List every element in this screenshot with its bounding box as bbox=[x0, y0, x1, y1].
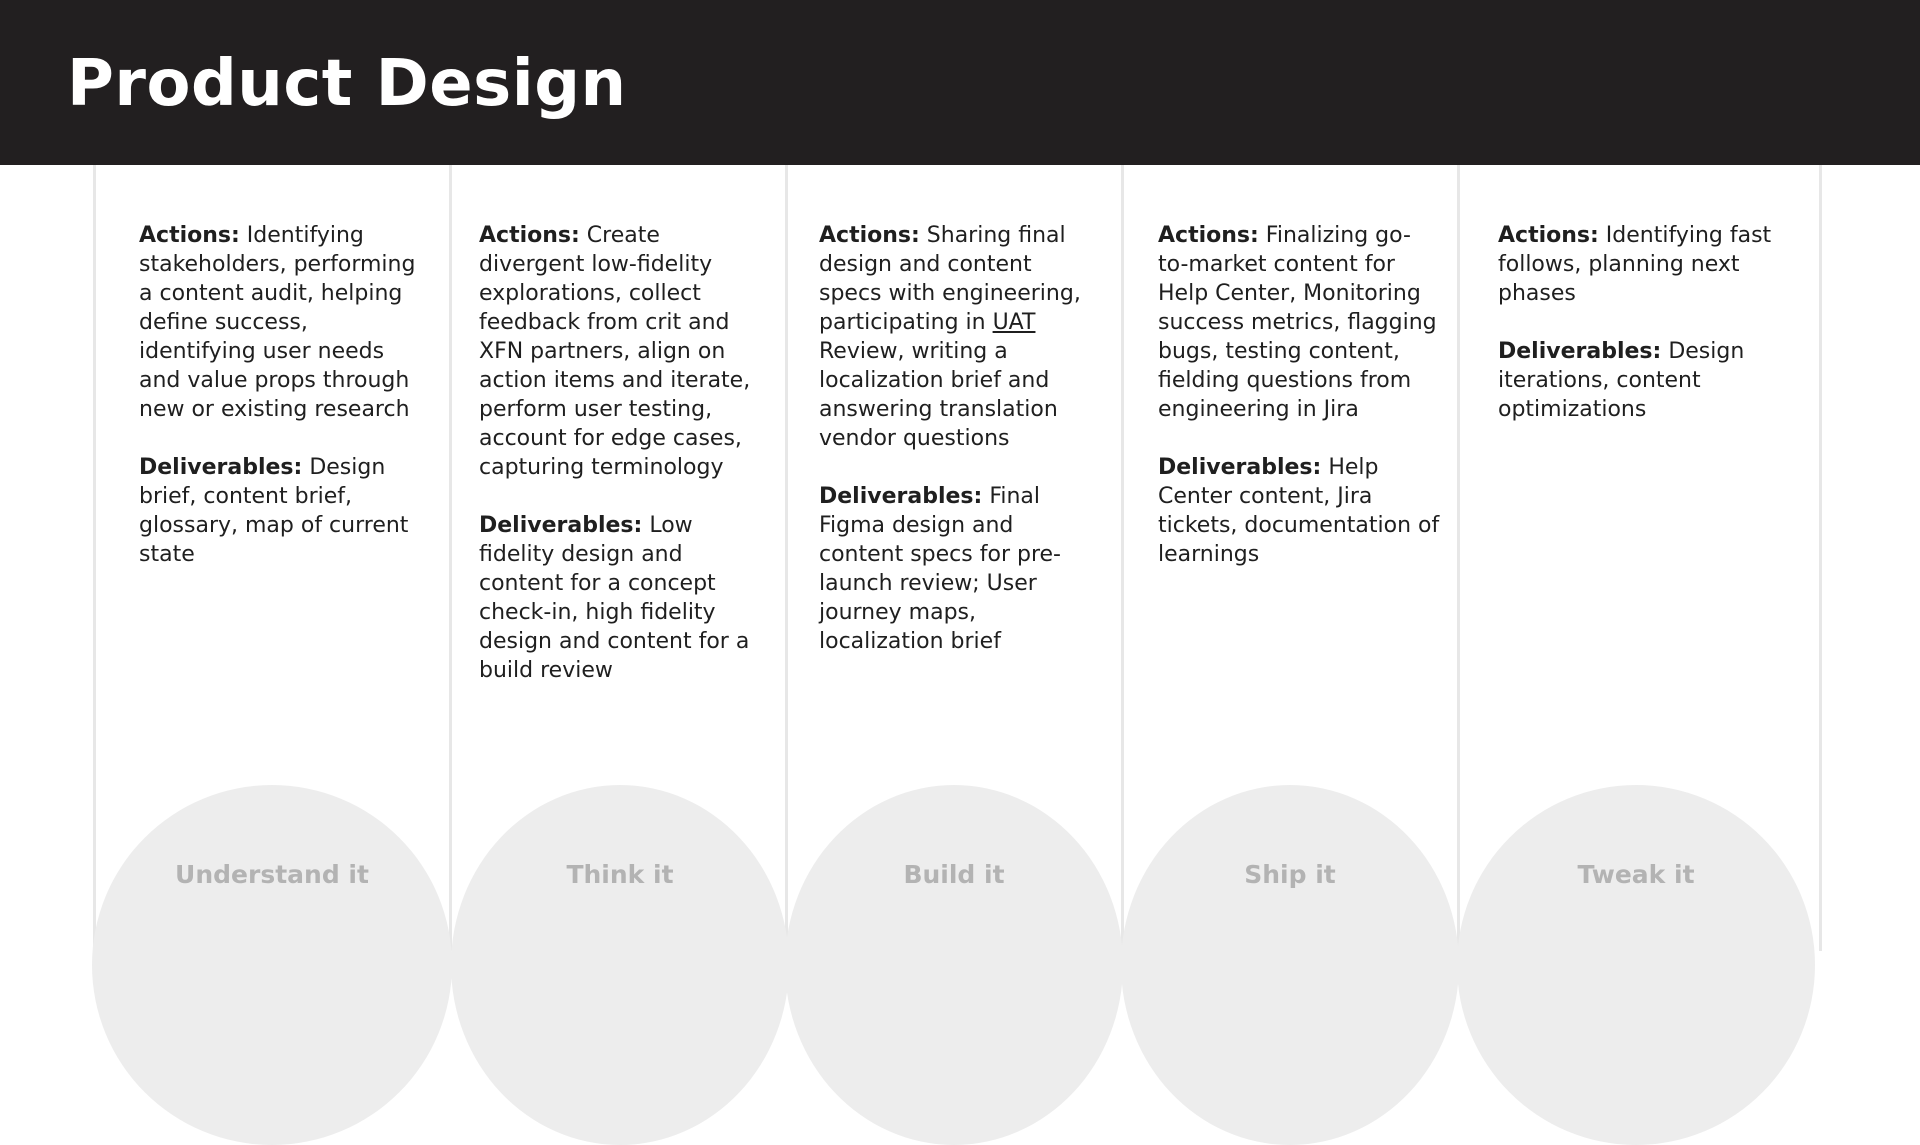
deliverables-label: Deliverables: bbox=[479, 513, 643, 538]
header-bar bbox=[0, 0, 1920, 165]
column-divider bbox=[1819, 165, 1822, 951]
stage-label-ship: Ship it bbox=[1244, 860, 1336, 889]
actions-paragraph bbox=[139, 221, 429, 424]
actions-text: Finalizing go-to-market content for Help Center, Monitoring success metrics, flagging bugs, testing content, fielding questions from engineering in Jira bbox=[1158, 223, 1437, 422]
actions-text: Identifying stakeholders, performing a content audit, helping define success, identifying user needs and value props through new or existing research bbox=[139, 223, 416, 422]
actions-paragraph bbox=[1158, 221, 1440, 424]
uat-link[interactable]: UAT bbox=[992, 310, 1036, 335]
actions-label: Actions: bbox=[819, 223, 920, 248]
deliverables-label: Deliverables: bbox=[1158, 455, 1322, 480]
stage-circle-tweak bbox=[1457, 785, 1815, 1145]
stage-circle-ship bbox=[1121, 785, 1459, 1145]
actions-label: Actions: bbox=[1498, 223, 1599, 248]
phase-column-ship bbox=[1158, 221, 1440, 598]
actions-text: Create divergent low-fidelity explorations, collect feedback from crit and XFN partners, align on action items and iterate, perform user testing, account for edge cases, capturing terminology bbox=[479, 223, 751, 480]
stage-label-build: Build it bbox=[903, 860, 1005, 889]
deliverables-paragraph bbox=[479, 511, 760, 685]
stage-circle-understand bbox=[92, 785, 452, 1145]
actions-paragraph bbox=[819, 221, 1095, 453]
column-divider bbox=[1457, 165, 1460, 951]
actions-paragraph bbox=[479, 221, 760, 482]
stage-circle-build bbox=[785, 785, 1123, 1145]
stage-circle-think bbox=[451, 785, 789, 1145]
phase-column-build bbox=[819, 221, 1095, 685]
deliverables-text: Low fidelity design and content for a concept check-in, high fidelity design and content for a build review bbox=[479, 513, 750, 683]
deliverables-paragraph bbox=[139, 453, 429, 569]
column-divider bbox=[1121, 165, 1124, 951]
actions-text-before: Sharing final design and content specs with engineering, participating in bbox=[819, 223, 1081, 335]
deliverables-label: Deliverables: bbox=[1498, 339, 1662, 364]
actions-label: Actions: bbox=[1158, 223, 1259, 248]
deliverables-text: Help Center content, Jira tickets, documentation of learnings bbox=[1158, 455, 1440, 567]
actions-text-after: Review, writing a localization brief and answering translation vendor questions bbox=[819, 339, 1058, 451]
column-divider bbox=[449, 165, 452, 951]
actions-text: Identifying fast follows, planning next phases bbox=[1498, 223, 1772, 306]
deliverables-text: Design brief, content brief, glossary, map of current state bbox=[139, 455, 409, 567]
actions-paragraph bbox=[1498, 221, 1776, 308]
deliverables-paragraph bbox=[819, 482, 1095, 656]
deliverables-paragraph bbox=[1158, 453, 1440, 569]
stage-label-understand: Understand it bbox=[175, 860, 369, 889]
page-title: Product Design bbox=[67, 47, 627, 121]
actions-label: Actions: bbox=[479, 223, 580, 248]
phase-column-tweak bbox=[1498, 221, 1776, 453]
deliverables-label: Deliverables: bbox=[819, 484, 983, 509]
deliverables-paragraph bbox=[1498, 337, 1776, 424]
stage-label-tweak: Tweak it bbox=[1577, 860, 1695, 889]
actions-label: Actions: bbox=[139, 223, 240, 248]
deliverables-text: Design iterations, content optimizations bbox=[1498, 339, 1745, 422]
deliverables-text: Final Figma design and content specs for pre-launch review; User journey maps, localization brief bbox=[819, 484, 1061, 654]
phase-column-think bbox=[479, 221, 760, 714]
column-divider bbox=[785, 165, 788, 951]
deliverables-label: Deliverables: bbox=[139, 455, 303, 480]
column-divider bbox=[93, 165, 96, 951]
stage-label-think: Think it bbox=[566, 860, 674, 889]
phase-column-understand bbox=[139, 221, 429, 598]
